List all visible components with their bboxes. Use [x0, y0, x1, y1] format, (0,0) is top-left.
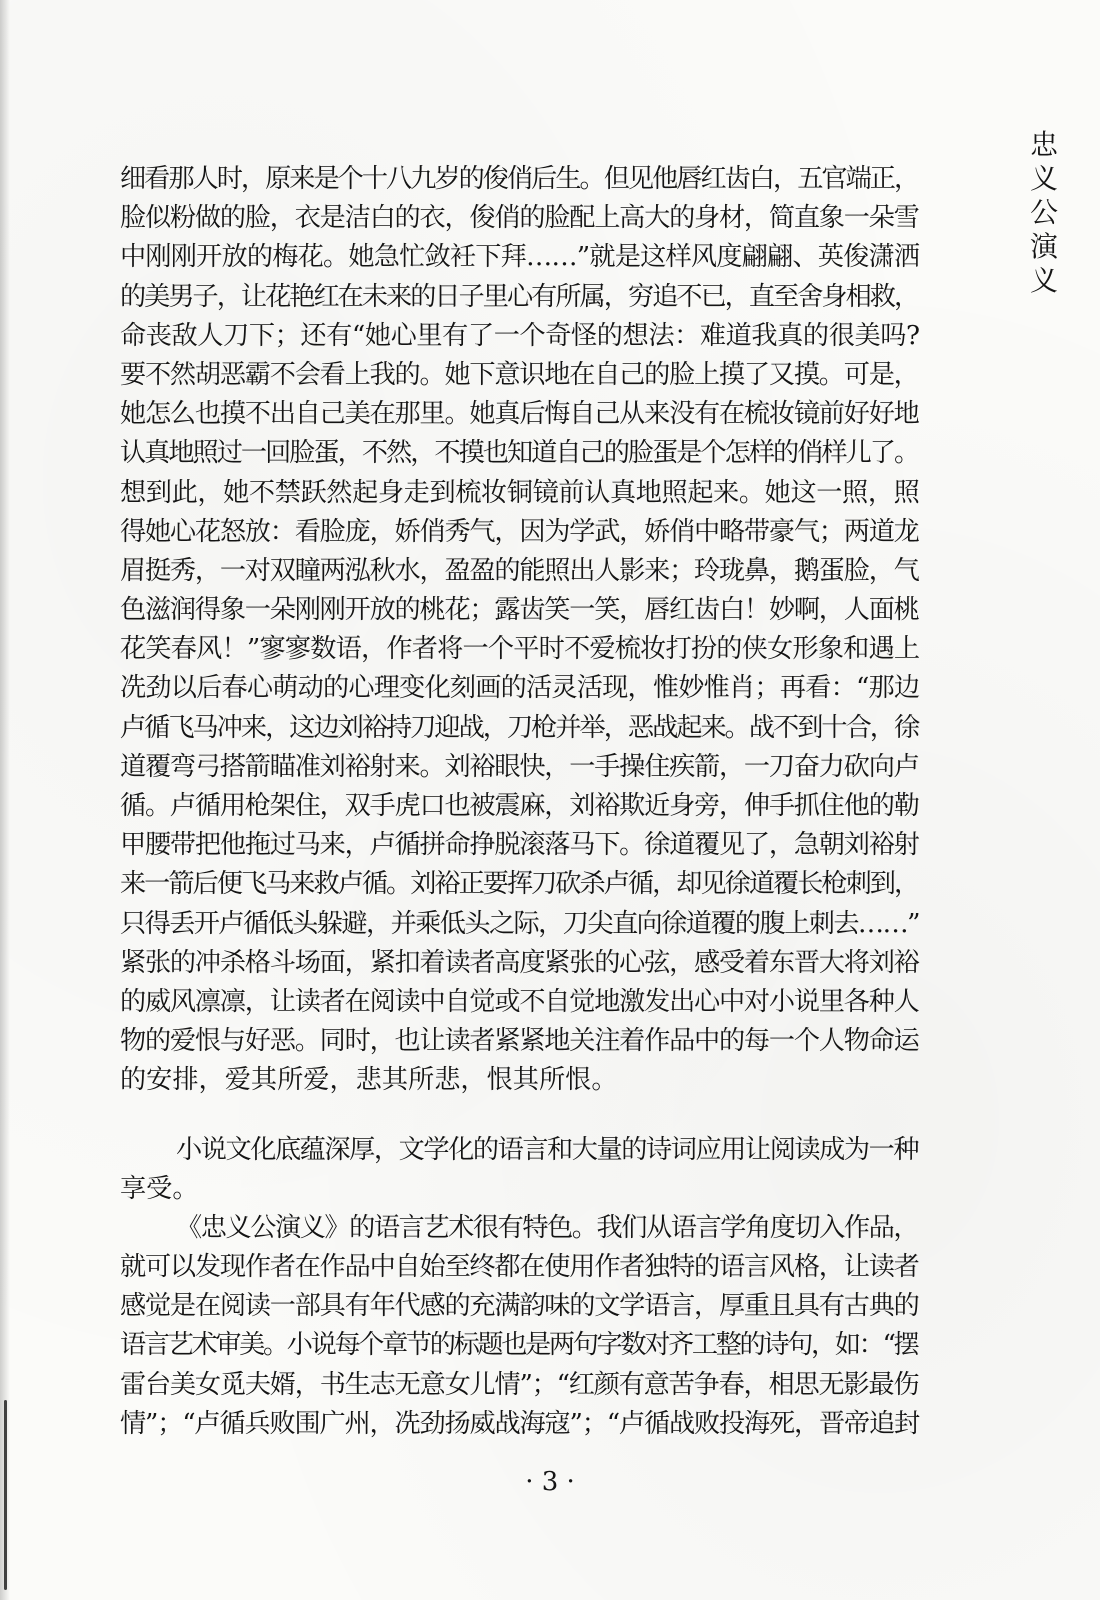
- text-line: 色滋润得象一朵刚刚开放的桃花；露齿笑一笑，唇红齿白！妙啊，人面桃: [120, 595, 919, 626]
- text-line: 紧张的冲杀格斗场面，紧扣着读者高度紧张的心弦，感受着东晋大将刘裕: [120, 947, 919, 978]
- text-line: 就可以发现作者在作品中自始至终都在使用作者独特的语言风格，让读者: [120, 1252, 919, 1283]
- text-line: 甲腰带把他拖过马来，卢循拼命挣脱滚落马下。徐道覆见了，急朝刘裕射: [120, 830, 919, 861]
- running-head-char: 忠: [1029, 128, 1058, 161]
- text-line: 只得丢开卢循低头躲避，并乘低头之际，刀尖直向徐道覆的腹上刺去……”: [120, 908, 919, 939]
- running-head-char: 公: [1029, 196, 1058, 229]
- text-line: 细看那人时，原来是个十八九岁的俊俏后生。但见他唇红齿白，五官端正，: [120, 164, 919, 194]
- text-line: 道覆弯弓搭箭瞄准刘裕射来。刘裕眼快，一手操住疾箭，一刀奋力砍向卢: [120, 751, 919, 782]
- text-line: 物的爱恨与好恶。同时，也让读者紧紧地关注着作品中的每一个人物命运: [120, 1026, 919, 1057]
- text-line: 得她心花怒放：看脸庞，娇俏秀气，因为学武，娇俏中略带豪气；两道龙: [120, 516, 919, 547]
- text-line: 冼劲以后春心萌动的心理变化刻画的活灵活现，惟妙惟肖；再看：“那边: [120, 673, 920, 704]
- text-line: 中刚刚开放的梅花。她急忙敛衽下拜……”就是这样风度翩翩、英俊潇洒: [120, 242, 920, 273]
- paragraph: [120, 1131, 920, 1209]
- text-line: 的安排，爱其所爱，悲其所悲，恨其所恨。: [120, 1065, 618, 1096]
- text-line: 卢循飞马冲来，这边刘裕持刀迎战，刀枪并举，恶战起来。战不到十合，徐: [120, 712, 919, 743]
- text-line: 认真地照过一回脸蛋，不然，不摸也知道自己的脸蛋是个怎样的俏样儿了。: [120, 438, 919, 469]
- body-text: [120, 160, 920, 1444]
- text-line: 她怎么也摸不出自己美在那里。她真后悔自己从来没有在梳妆镜前好好地: [120, 399, 919, 430]
- text-line: 雷台美女觅夫婿，书生志无意女儿情”；“红颜有意苦争春，相思无影最伤: [120, 1369, 919, 1400]
- text-line: 语言艺术审美。小说每个章节的标题也是两句字数对齐工整的诗句，如：“摆: [120, 1330, 918, 1361]
- text-line: 想到此，她不禁跃然起身走到梳妆铜镜前认真地照起来。她这一照，照: [120, 477, 920, 508]
- text-line: 感觉是在阅读一部具有年代感的充满韵味的文学语言，厚重且具有古典的: [120, 1291, 919, 1322]
- page-number: · 3 ·: [525, 1467, 575, 1497]
- page-edge-shadow: [0, 0, 10, 1600]
- text-line: 情”；“卢循兵败围广州，冼劲扬威战海寇”；“卢循战败投海死，晋帝追封: [120, 1408, 920, 1439]
- text-line: 的美男子，让花艳红在未来的日子里心有所属，穷追不已，直至舍身相救，: [120, 281, 919, 312]
- paragraph: [120, 1209, 920, 1444]
- text-line: 《忠义公演义》的语言艺术很有特色。我们从语言学角度切入作品，: [176, 1212, 919, 1243]
- running-head-char: 义: [1029, 264, 1058, 297]
- text-line: 的威风凛凛，让读者在阅读中自觉或不自觉地激发出心中对小说里各种人: [120, 986, 919, 1017]
- running-head-char: 义: [1029, 162, 1058, 195]
- text-line: 小说文化底蕴深厚，文学化的语言和大量的诗词应用让阅读成为一种: [176, 1134, 919, 1165]
- text-line: 要不然胡恶霸不会看上我的。她下意识地在自己的脸上摸了又摸。可是，: [120, 359, 919, 390]
- paragraph-gap: [120, 1101, 920, 1131]
- text-line: 花笑春风！”寥寥数语，作者将一个平时不爱梳妆打扮的侠女形象和遇上: [120, 634, 920, 665]
- text-line: 脸似粉做的脸，衣是洁白的衣，俊俏的脸配上高大的身材，简直象一朵雪: [120, 203, 919, 234]
- running-head-char: 演: [1029, 230, 1058, 263]
- text-line: 循。卢循用枪架住，双手虎口也被震麻，刘裕欺近身旁，伸手抓住他的勒: [120, 791, 919, 821]
- text-line: 眉挺秀，一对双瞳两泓秋水，盈盈的能照出人影来；玲珑鼻，鹅蛋脸，气: [120, 555, 919, 586]
- text-line: 享受。: [120, 1173, 199, 1204]
- text-line: 命丧敌人刀下；还有“她心里有了一个奇怪的想法：难道我真的很美吗?: [120, 320, 920, 351]
- text-line: 来一箭后便飞马来救卢循。刘裕正要挥刀砍杀卢循，却见徐道覆长枪刺到，: [120, 869, 919, 900]
- running-head: [1024, 128, 1064, 298]
- paragraph: [120, 160, 920, 1101]
